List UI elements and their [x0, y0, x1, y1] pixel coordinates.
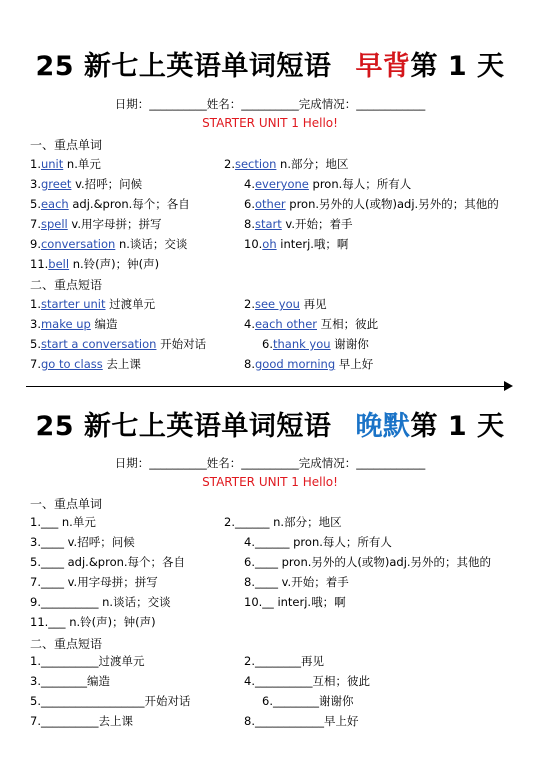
list-item: 5.____ adj.&pron.每个；各自: [30, 555, 186, 569]
list-item: [30, 216, 161, 232]
definition: adj.&pron.每个；各自: [68, 197, 190, 211]
list-item: [30, 196, 190, 212]
list-item: 9.__________ n.谈话；交谈: [30, 595, 171, 609]
definition: n.部分；地区: [276, 157, 349, 171]
title-accent: 早背: [355, 51, 411, 82]
list-item: 2.________再见: [244, 654, 324, 668]
title-prefix: 25 新七上英语单词短语: [35, 411, 332, 442]
vocab-term: thank you: [272, 337, 331, 351]
list-item: 1.__________过渡单元: [30, 654, 145, 668]
item-number: 3.: [30, 317, 41, 331]
list-item: 7.__________去上课: [30, 714, 133, 728]
section-heading: 二、重点短语: [30, 637, 103, 651]
definition: n.谈话；交谈: [115, 237, 188, 251]
unit-title: STARTER UNIT 1 Hello!: [202, 116, 338, 130]
vocab-term: see you: [254, 297, 300, 311]
vocab-term: go to class: [40, 357, 103, 371]
item-number: 6.: [262, 337, 273, 351]
vocab-term: each: [40, 197, 69, 211]
vocab-term: good morning: [254, 357, 336, 371]
definition: 互相；彼此: [317, 317, 379, 331]
definition: n.单元: [63, 157, 101, 171]
list-item: [30, 336, 206, 352]
section-heading: 一、重点单词: [30, 497, 103, 511]
vocab-term: section: [234, 157, 277, 171]
list-item: 8.____________早上好: [244, 714, 359, 728]
item-number: 4.: [244, 317, 255, 331]
vocab-term: greet: [40, 177, 72, 191]
title-prefix: 25 新七上英语单词短语: [35, 51, 332, 82]
item-number: 8.: [244, 217, 255, 231]
definition: 再见: [299, 297, 327, 311]
list-item: [244, 316, 378, 332]
list-item: [30, 236, 187, 252]
definition: 过渡单元: [105, 297, 156, 311]
definition: 早上好: [335, 357, 374, 371]
list-item: 7.____ v.用字母拼；拼写: [30, 575, 158, 589]
definition: pron.另外的人(或物)adj.另外的；其他的: [285, 197, 499, 211]
vocab-term: start a conversation: [40, 337, 157, 351]
item-number: 6.: [244, 197, 255, 211]
item-number: 1.: [30, 157, 41, 171]
list-item: 8.____ v.开始；着手: [244, 575, 349, 589]
list-item: [30, 356, 141, 372]
definition: pron.每人；所有人: [308, 177, 412, 191]
list-item: [30, 316, 117, 332]
list-item: 4.__________互相；彼此: [244, 674, 370, 688]
vocab-term: conversation: [40, 237, 116, 251]
definition: v.用字母拼；拼写: [67, 217, 162, 231]
definition: v.招呼；问候: [71, 177, 143, 191]
item-number: 5.: [30, 337, 41, 351]
vocab-term: bell: [48, 257, 70, 271]
item-number: 4.: [244, 177, 255, 191]
item-number: 2.: [244, 297, 255, 311]
list-item: [30, 176, 142, 192]
title-suffix: 第 1 天: [410, 411, 505, 442]
title-suffix: 第 1 天: [410, 51, 505, 82]
vocab-term: starter unit: [40, 297, 106, 311]
list-item: [224, 156, 349, 172]
list-item: [244, 196, 499, 212]
vocab-term: each other: [254, 317, 318, 331]
item-number: 2.: [224, 157, 235, 171]
unit-title: STARTER UNIT 1 Hello!: [202, 475, 338, 489]
vocab-term: unit: [40, 157, 64, 171]
list-item: [244, 216, 353, 232]
list-item: [244, 176, 411, 192]
list-item: [262, 336, 369, 352]
title-accent: 晚默: [355, 411, 411, 442]
item-number: 3.: [30, 177, 41, 191]
item-number: 11.: [30, 257, 49, 271]
list-item: 6.____ pron.另外的人(或物)adj.另外的；其他的: [244, 555, 492, 569]
vocab-term: start: [254, 217, 282, 231]
vocab-term: make up: [40, 317, 91, 331]
definition: 谢谢你: [330, 337, 369, 351]
list-item: [30, 296, 155, 312]
item-number: 8.: [244, 357, 255, 371]
list-item: [30, 256, 159, 272]
item-number: 10.: [244, 237, 263, 251]
list-item: 1.___ n.单元: [30, 515, 96, 529]
item-number: 5.: [30, 197, 41, 211]
morning-title: [0, 44, 540, 83]
list-item: 2.______ n.部分；地区: [224, 515, 342, 529]
definition: v.开始；着手: [281, 217, 353, 231]
item-number: 7.: [30, 357, 41, 371]
definition: 开始对话: [156, 337, 207, 351]
list-item: 3.________编造: [30, 674, 110, 688]
item-number: 9.: [30, 237, 41, 251]
definition: 去上课: [102, 357, 141, 371]
item-number: 7.: [30, 217, 41, 231]
arrow-head-icon: [504, 381, 513, 391]
list-item: 10.__ interj.哦；啊: [244, 595, 346, 609]
list-item: [244, 296, 327, 312]
list-item: 3.____ v.招呼；问候: [30, 535, 135, 549]
vocab-term: oh: [262, 237, 277, 251]
evening-title: [0, 404, 540, 443]
list-item: [244, 356, 373, 372]
list-item: 4.______ pron.每人；所有人: [244, 535, 392, 549]
header-line: 日期：__________姓名：__________完成情况：____________: [114, 456, 426, 470]
vocab-term: everyone: [254, 177, 309, 191]
list-item: 11.___ n.铃(声)；钟(声): [30, 615, 156, 629]
list-item: 6.________谢谢你: [262, 694, 354, 708]
header-line: 日期：__________姓名：__________完成情况：____________: [114, 97, 426, 111]
definition: 编造: [90, 317, 118, 331]
list-item: [30, 156, 101, 172]
item-number: 1.: [30, 297, 41, 311]
section-heading: 二、重点短语: [30, 278, 103, 292]
vocab-term: spell: [40, 217, 68, 231]
vocab-term: other: [254, 197, 286, 211]
divider-arrow: [26, 386, 508, 387]
definition: n.铃(声)；钟(声): [69, 257, 160, 271]
section-heading: 一、重点单词: [30, 138, 103, 152]
list-item: [244, 236, 348, 252]
definition: interj.哦；啊: [276, 237, 349, 251]
list-item: 5.__________________开始对话: [30, 694, 191, 708]
